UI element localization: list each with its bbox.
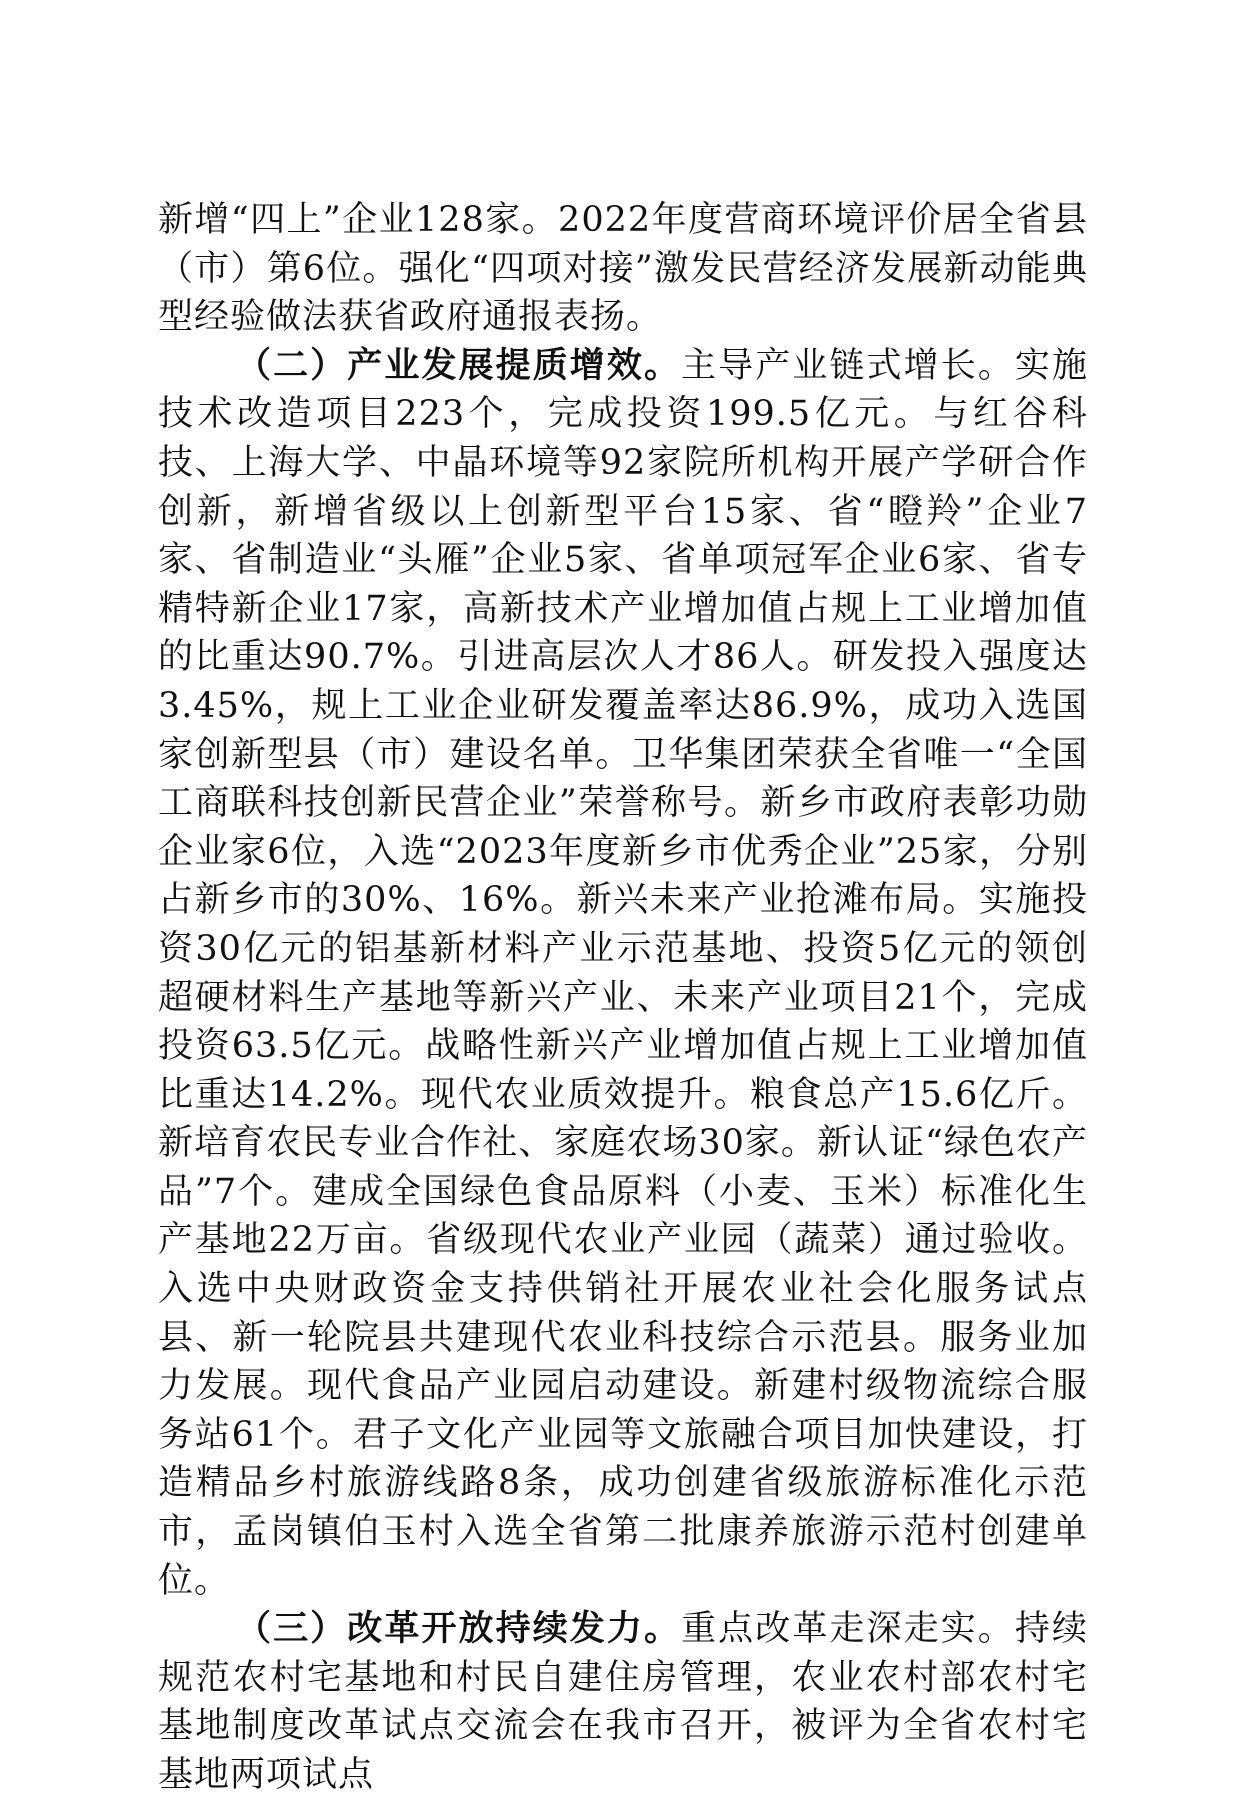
paragraph-reform-opening <box>158 1605 1088 1799</box>
paragraph-1-text: 新增“四上”企业128家。2022年度营商环境评价居全省县（市）第6位。强化“四项对接”激发民营经济发展新动能典型经验做法获省政府通报表扬。 <box>158 200 1088 338</box>
paragraph-continuation <box>158 196 1088 342</box>
paragraph-3-text: 重点改革走深走实。持续规范农村宅基地和村民自建住房管理，农业农村部农村宅基地制度改革试点交流会在我市召开，被评为全省农村宅基地两项试点 <box>158 1609 1088 1795</box>
section-heading-3: （三）改革开放持续发力。 <box>236 1608 682 1650</box>
document-body <box>158 196 1088 1800</box>
paragraph-2-text: 主导产业链式增长。实施技术改造项目223个，完成投资199.5亿元。与红谷科技、上海大学、中晶环境等92家院所机构开展产学研合作创新，新增省级以上创新型平台15家、省“瞪羚”企业7家、省制造业“头雁”企业5家、省单项冠军企业6家、省专精特新企业17家，高新技术产业增加值占规上工业增加值的比重达90.7%。引进高层次人才86人。研发投入强度达3.45%，规上工业企业研发覆盖率达86.9%，成功入选国家创新型县（市）建设名单。卫华集团荣获全省唯一“全国工商联科技创新民营企业”荣誉称号。新乡市政府表彰功勋企业家6位，入选“2023年度新乡市优秀企业”25家，分别占新乡市的30%、16%。新兴未来产业抢滩布局。实施投资30亿元的铝基新材料产业示范基地、投资5亿元的领创超硬材料生产基地等新兴产业、未来产业项目21个，完成投资63.5亿元。战略性新兴产业增加值占规上工业增加值比重达14.2%。现代农业质效提升。粮食总产15.6亿斤。新培育农民专业合作社、家庭农场30家。新认证“绿色农产品”7个。建成全国绿色食品原料（小麦、玉米）标准化生产基地22万亩。省级现代农业产业园（蔬菜）通过验收。入选中央财政资金支持供销社开展农业社会化服务试点县、新一轮院县共建现代农业科技综合示范县。服务业加力发展。现代食品产业园启动建设。新建村级物流综合服务站61个。君子文化产业园等文旅融合项目加快建设，打造精品乡村旅游线路8条，成功创建省级旅游标准化示范市，孟岗镇伯玉村入选全省第二批康养旅游示范村创建单位。 <box>158 345 1088 1601</box>
section-heading-2: （二）产业发展提质增效。 <box>236 344 682 386</box>
paragraph-industrial-development <box>158 342 1088 1605</box>
